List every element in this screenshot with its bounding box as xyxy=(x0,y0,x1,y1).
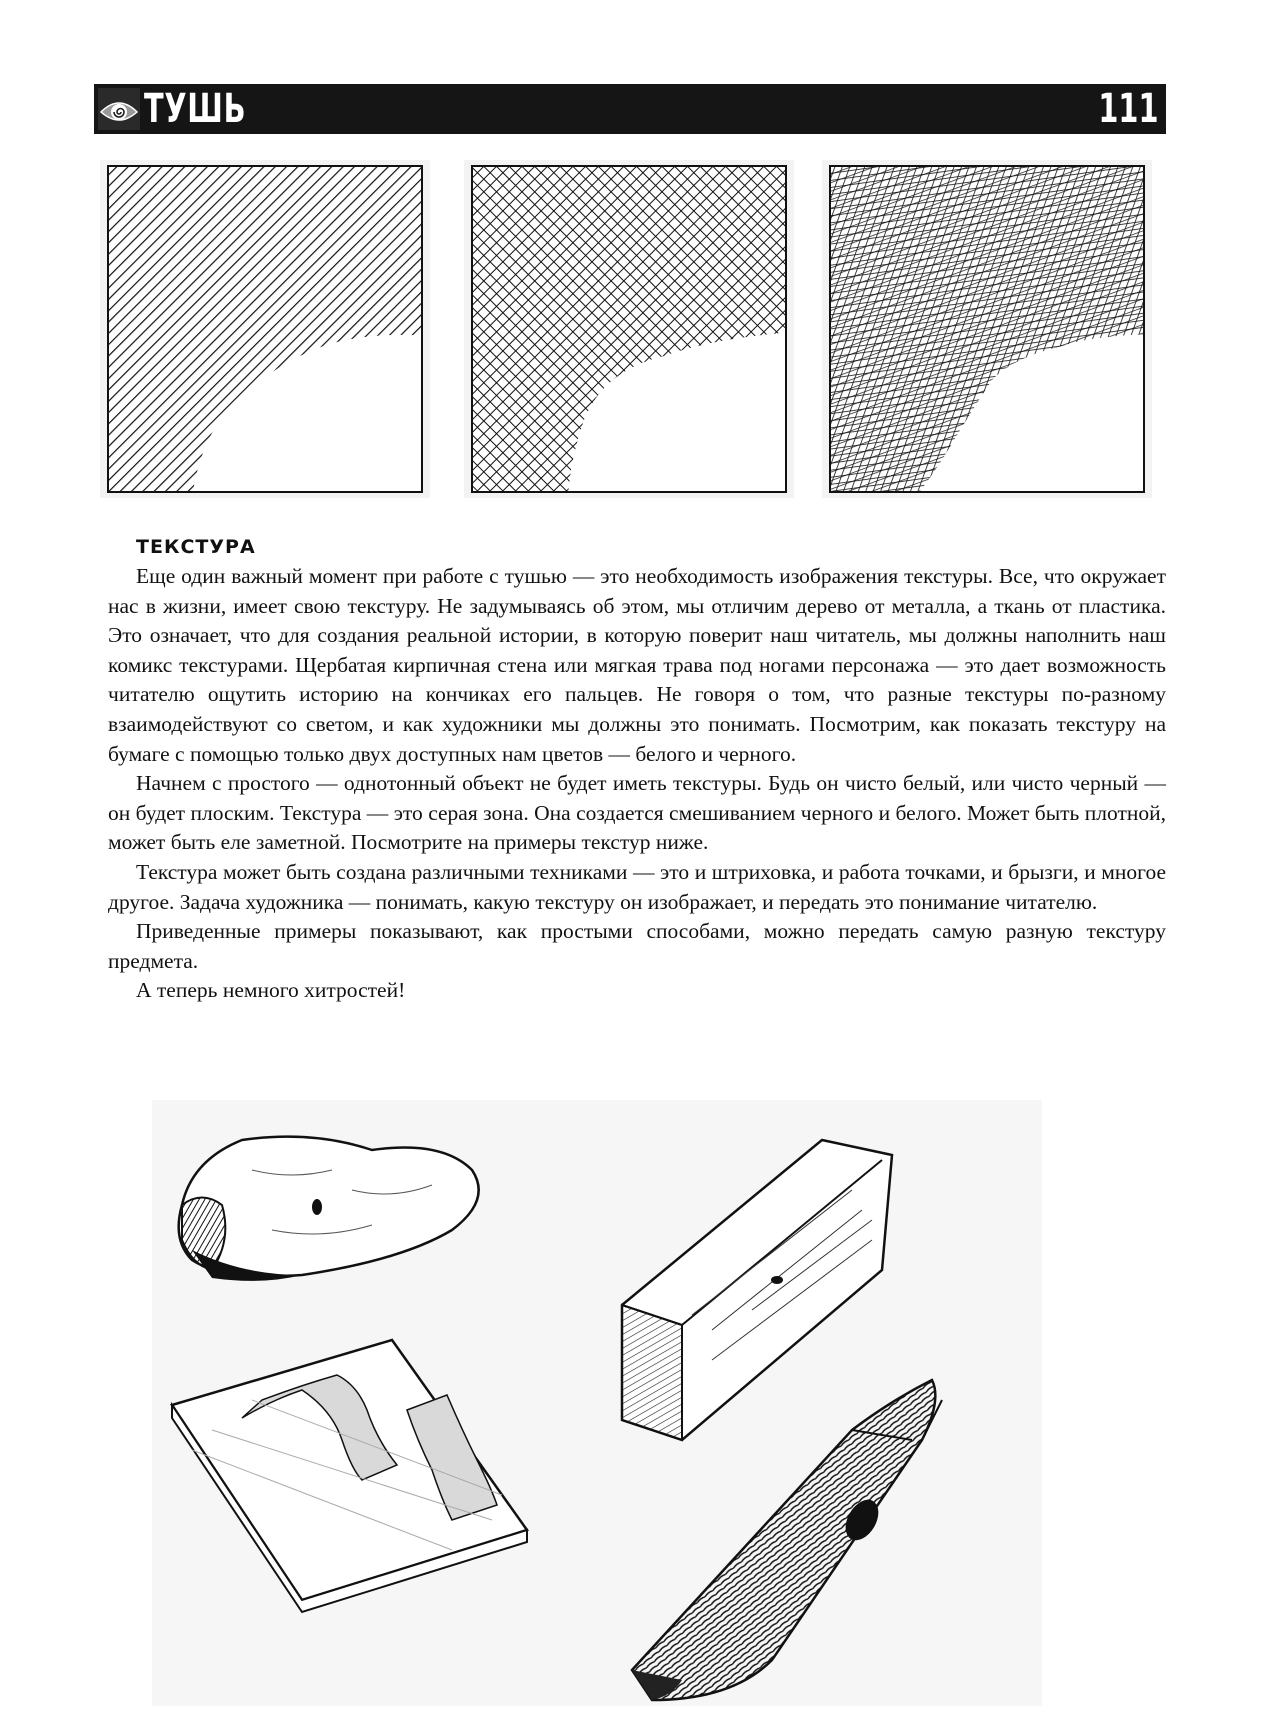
eye-spiral-icon xyxy=(98,88,140,130)
chapter-header xyxy=(94,84,1166,134)
wooden-beam-illustration xyxy=(622,1140,892,1440)
cross-hatching-example xyxy=(464,160,794,498)
paragraph-2: Начнем с простого — однотонный объект не будет иметь текстуры. Будь он чисто белый, или чисто черный — он будет плоским. Текстура — это серая зона. Она создается смешиванием черного и белого. Может быть плотной, может быть еле заметной. Посмотрите на примеры текстур ниже. xyxy=(108,771,1166,855)
parallel-hatching-example xyxy=(100,160,430,498)
texture-section xyxy=(108,532,1166,1006)
texture-illustrations xyxy=(152,1100,1042,1706)
chapter-title: ТУШЬ xyxy=(144,86,247,132)
rock-illustration xyxy=(179,1137,479,1281)
paragraph-3: Текстура может быть создана различными техниками — это и штриховка, и работа точками, и брызги, и многое другое. Задача художника — понимать, какую текстуру он изображает, и передать это понимание читателю. xyxy=(108,859,1166,914)
scribble-hatching-example xyxy=(822,160,1152,498)
paragraph-5: А теперь немного хитростей! xyxy=(136,978,406,1003)
flat-panel-illustration xyxy=(172,1340,527,1612)
paragraph-1: Еще один важный момент при работе с тушью — это необходимость изображения текстуры. Все, что окружает нас в жизни, имеет свою текстуру. Не задумываясь об этом, мы отличим дерево от металла, а ткань от пластика. Это означает, что для создания реальной истории, в которую поверит наш читатель, мы должны наполнить наш комикс текстурами. Щербатая кирпичная стена или мягкая трава под ногами персонажа — это дает возможность читателю ощутить историю на кончиках его пальцев. Не говоря о том, что разные текстуры по-разному взаимодействуют со светом, и как художники мы должны это понимать. Посмотрим, как показать текстуру на бумаге с помощью только двух доступных нам цветов — белого и черного. xyxy=(108,564,1166,766)
parallel-hatching-drawing xyxy=(100,160,430,498)
section-heading: ТЕКСТУРА xyxy=(136,536,256,558)
cross-hatching-drawing xyxy=(464,160,794,498)
scribble-hatching-drawing xyxy=(822,160,1152,498)
paragraph-4: Приведенные примеры показывают, как простыми способами, можно передать самую разную текстуру предмета. xyxy=(108,919,1166,973)
page-number: 111 xyxy=(1097,86,1158,132)
